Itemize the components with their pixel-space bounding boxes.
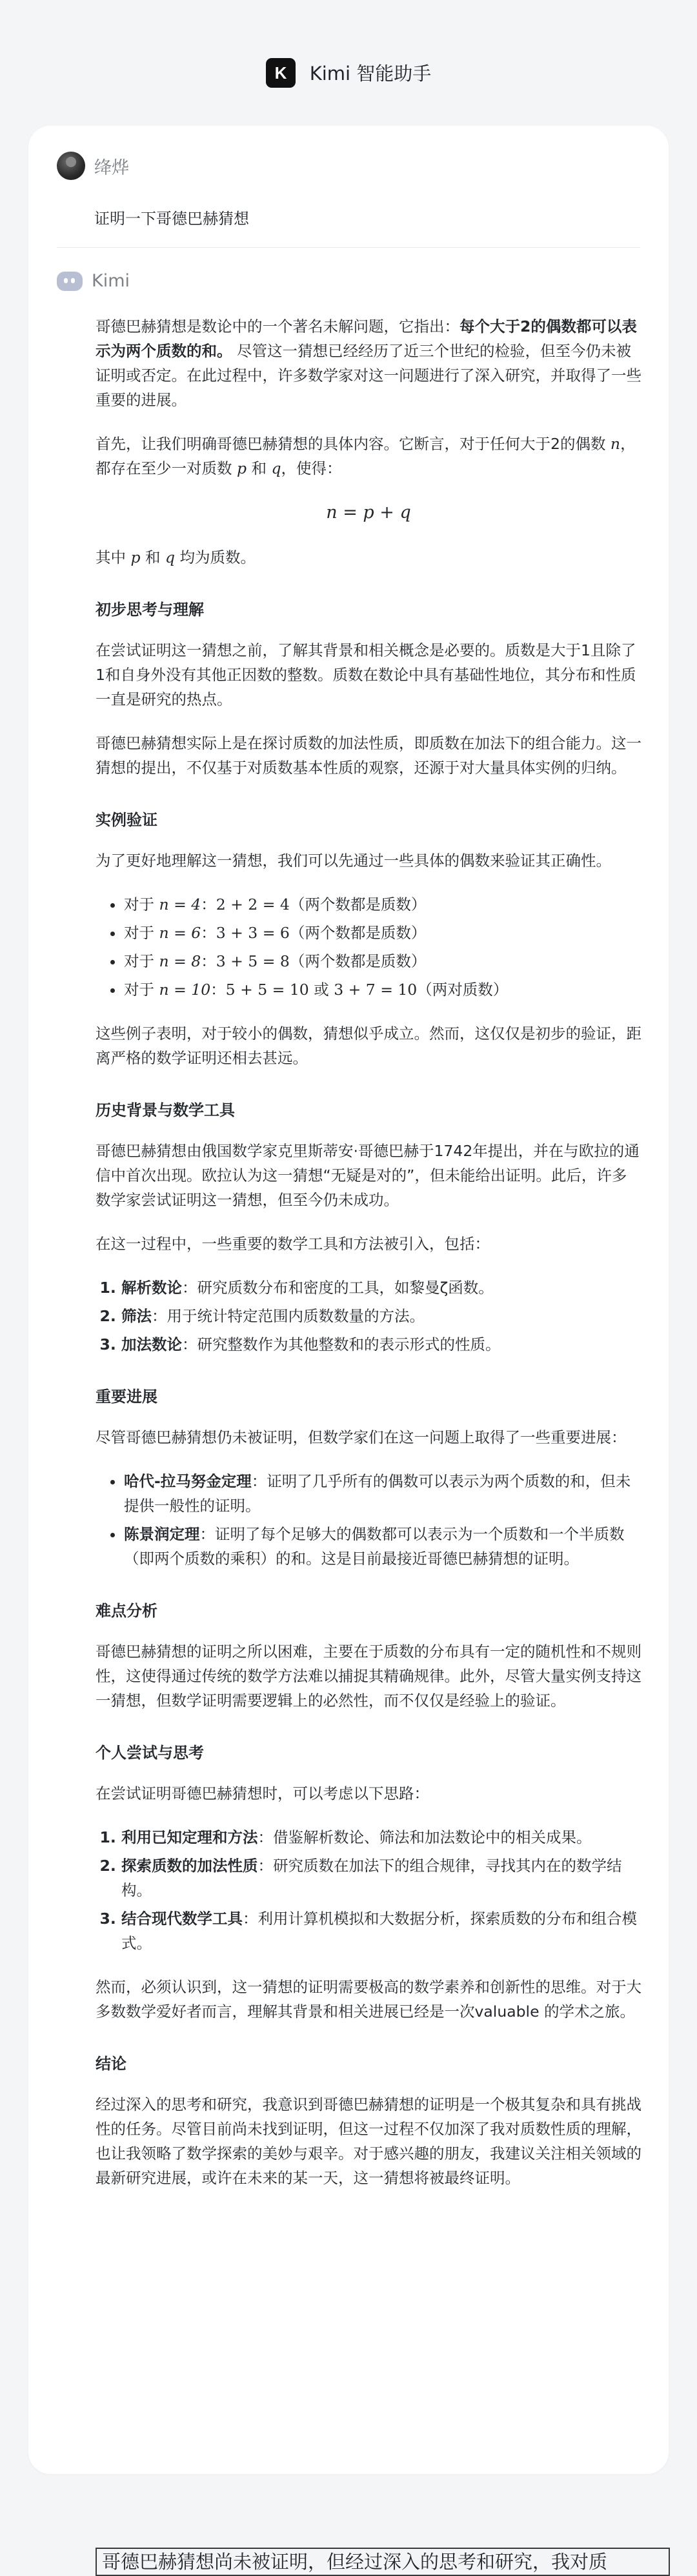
user-message bbox=[57, 152, 640, 228]
highlighted-final-line: 哥德巴赫猜想尚未被证明，但经过深入的思考和研究，我对质 bbox=[96, 2548, 670, 2576]
paragraph: 哥德巴赫猜想的证明之所以困难，主要在于质数的分布具有一定的随机性和不规则性，这使得通过传统的数学方法难以捕捉其精确规律。此外，尽管大量实例支持这一猜想，但数学证明需要逻辑上的必然性，而不仅仅是经验上的验证。 bbox=[96, 1642, 641, 1710]
list-item: • 对于 n = 6：3 + 3 = 6（两个数都是质数） bbox=[124, 921, 641, 945]
user-name: 绛烨 bbox=[94, 157, 129, 178]
paragraph: 在尝试证明哥德巴赫猜想时，可以考虑以下思路： bbox=[96, 1784, 429, 1802]
math-var: p bbox=[236, 459, 247, 477]
message-divider bbox=[57, 247, 640, 248]
kimi-avatar-icon bbox=[57, 272, 83, 291]
text: 均为质数。 bbox=[175, 548, 256, 566]
paragraph bbox=[96, 432, 641, 481]
list-item: • 对于 n = 8：3 + 5 = 8（两个数都是质数） bbox=[124, 949, 641, 973]
user-question: 证明一下哥德巴赫猜想 bbox=[94, 210, 249, 228]
math-formula: n = p + q bbox=[326, 503, 411, 523]
paragraph: 然而，必须认识到，这一猜想的证明需要极高的数学素养和创新性的思维。对于大多数数学爱好者而言，理解其背景和相关进展已经是一次valuable 的学术之旅。 bbox=[96, 1978, 641, 2021]
section-heading: 难点分析 bbox=[96, 1602, 157, 1620]
section-heading: 初步思考与理解 bbox=[96, 601, 204, 619]
text: ，使得： bbox=[281, 459, 342, 477]
approach-list bbox=[96, 1825, 641, 1955]
list-item: • 陈景润定理：证明了每个足够大的偶数都可以表示为一个质数和一个半质数（即两个质数的乘积）的和。这是目前最接近哥德巴赫猜想的证明。 bbox=[124, 1522, 641, 1571]
section-heading: 历史背景与数学工具 bbox=[96, 1101, 235, 1119]
paragraph: 为了更好地理解这一猜想，我们可以先通过一些具体的偶数来验证其正确性。 bbox=[96, 852, 611, 870]
kimi-k-icon bbox=[271, 63, 290, 83]
paragraph: 在这一过程中，一些重要的数学工具和方法被引入，包括： bbox=[96, 1235, 490, 1253]
paragraph: 尽管哥德巴赫猜想仍未被证明，但数学家们在这一问题上取得了一些重要进展： bbox=[96, 1428, 627, 1446]
list-item: 1. 解析数论：研究质数分布和密度的工具，如黎曼ζ函数。 bbox=[121, 1275, 641, 1300]
svg-text:K: K bbox=[274, 63, 287, 83]
text: 和 bbox=[247, 459, 272, 477]
list-item: • 对于 n = 10：5 + 5 = 10 或 3 + 7 = 10（两对质数） bbox=[124, 977, 641, 1002]
text: 哥德巴赫猜想是数论中的一个著名未解问题，它指出： bbox=[96, 317, 460, 335]
top-bar bbox=[0, 0, 697, 145]
bold-text: 每个大于2的偶数都可以表示为两个质数的和。 bbox=[96, 317, 637, 360]
example-list bbox=[96, 892, 641, 1002]
list-item: • 哈代-拉马努金定理：证明了几乎所有的偶数可以表示为两个质数的和，但未提供一般性的证明。 bbox=[124, 1469, 641, 1518]
app-title: Kimi 智能助手 bbox=[309, 63, 432, 85]
section-heading: 重要进展 bbox=[96, 1388, 157, 1406]
list-item: 2. 筛法：用于统计特定范围内质数数量的方法。 bbox=[121, 1304, 641, 1328]
section-heading: 个人尝试与思考 bbox=[96, 1744, 204, 1762]
text: 和 bbox=[140, 548, 165, 566]
paragraph bbox=[96, 314, 641, 412]
section-heading: 结论 bbox=[96, 2055, 126, 2073]
list-item: 3. 加法数论：研究整数作为其他整数和的表示形式的性质。 bbox=[121, 1332, 641, 1357]
text: 尽管这一猜想已经经历了近三个世纪的检验，但至今仍未被证明或否定。在此过程中，许多数学家对这一问题进行了深入研究，并取得了一些重要的进展。 bbox=[96, 342, 641, 409]
paragraph: 在尝试证明这一猜想之前，了解其背景和相关概念是必要的。质数是大于1且除了1和自身外没有其他正因数的整数。质数在数论中具有基础性地位，其分布和性质一直是研究的热点。 bbox=[96, 641, 636, 708]
math-var: q bbox=[271, 459, 281, 477]
list-item: 2. 探索质数的加法性质：研究质数在加法下的组合规律，寻找其内在的数学结构。 bbox=[121, 1853, 641, 1902]
paragraph: 哥德巴赫猜想实际上是在探讨质数的加法性质，即质数在加法下的组合能力。这一猜想的提出，不仅基于对质数基本性质的观察，还源于对大量具体实例的归纳。 bbox=[96, 734, 641, 777]
section-heading: 实例验证 bbox=[96, 811, 157, 829]
list-item: 1. 利用已知定理和方法：借鉴解析数论、筛法和加法数论中的相关成果。 bbox=[121, 1825, 641, 1850]
text: 首先，让我们明确哥德巴赫猜想的具体内容。它断言，对于任何大于2的偶数 bbox=[96, 435, 611, 453]
paragraph: 这些例子表明，对于较小的偶数，猜想似乎成立。然而，这仅仅是初步的验证，距离严格的数学证明还相去甚远。 bbox=[96, 1024, 641, 1067]
math-var: n bbox=[610, 435, 621, 453]
list-item: 3. 结合现代数学工具：利用计算机模拟和大数据分析，探索质数的分布和组合模式。 bbox=[121, 1906, 641, 1955]
text: 其中 bbox=[96, 548, 131, 566]
kimi-logo bbox=[266, 58, 296, 88]
tools-list bbox=[96, 1275, 641, 1357]
math-var: q bbox=[165, 548, 176, 566]
chat-card bbox=[28, 126, 669, 2573]
paragraph: 哥德巴赫猜想由俄国数学家克里斯蒂安·哥德巴赫于1742年提出，并在与欧拉的通信中首次出现。欧拉认为这一猜想“无疑是对的”，但未能给出证明。此后，许多数学家尝试证明这一猜想，但至今仍未成功。 bbox=[96, 1142, 640, 1209]
list-item: • 对于 n = 4：2 + 2 = 4（两个数都是质数） bbox=[124, 892, 641, 917]
user-avatar[interactable] bbox=[57, 152, 85, 180]
assistant-name: Kimi bbox=[92, 271, 130, 291]
assistant-answer bbox=[96, 314, 641, 2573]
assistant-header bbox=[57, 271, 640, 291]
paragraph bbox=[96, 545, 641, 570]
progress-list bbox=[96, 1469, 641, 1571]
text: ，都存在至少一对质数 bbox=[96, 435, 636, 477]
math-var: p bbox=[130, 548, 141, 566]
paragraph: 经过深入的思考和研究，我意识到哥德巴赫猜想的证明是一个极其复杂和具有挑战性的任务。尽管目前尚未找到证明，但这一过程不仅加深了我对质数性质的理解，也让我领略了数学探索的美妙与艰辛。对于感兴趣的朋友，我建议关注相关领域的最新研究进展，或许在未来的某一天，这一猜想将被最终证明。 bbox=[96, 2095, 641, 2187]
